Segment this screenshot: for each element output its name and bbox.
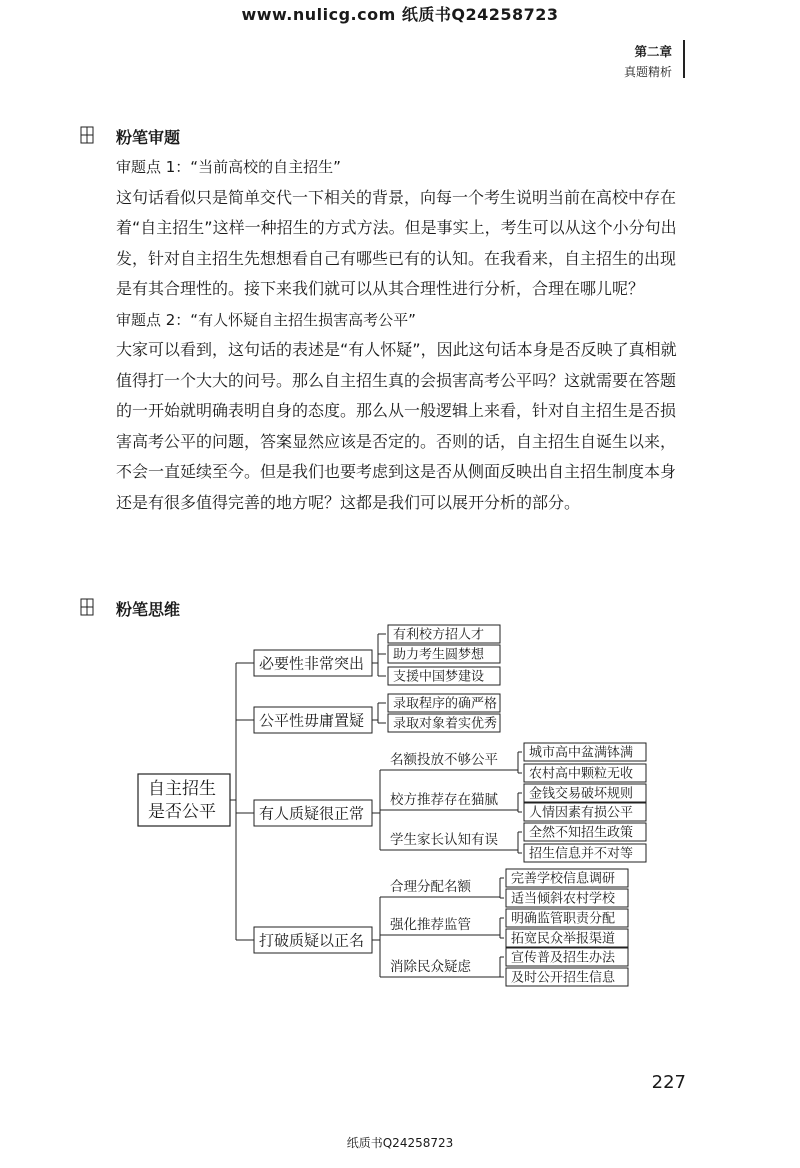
leaf-2-2: 录取对象着实优秀 [393,716,498,732]
leaf-1-2: 助力考生圆梦想 [393,647,485,663]
sub-4-2: 强化推荐监管 [390,917,471,933]
sub-4-3: 消除民众疑虑 [390,959,471,975]
leaf-2-1: 录取程序的确严格 [393,696,498,712]
point1-text: 这句话看似只是简单交代一下相关的背景，向每一个考生说明当前在高校中存在着“自主招生”这样一种招生的方式方法。但是事实上，考生可以从这个小分句出发，针对自主招生先想想看自己有哪些已有的认知。在我看来，自主招生的出现是有其合理性的。接下来我们就可以从其合理性进行分析，合理在哪儿呢？ [116,187,677,298]
root-label-line1: 自主招生 [148,779,216,799]
leaf-4-3-1: 宣传普及招生办法 [511,950,616,966]
section1-heading: 粉笔审题 [116,128,181,147]
sub-3-1: 名额投放不够公平 [390,752,498,768]
sub-3-2: 校方推荐存在猫腻 [390,792,498,808]
point2-text: 大家可以看到，这句话的表述是“有人怀疑”，因此这句话本身是否反映了真相就值得打一个大大的问号。那么自主招生真的会损害高考公平吗？这就需要在答题的一开始就明确表明自身的态度。那么从一般逻辑上来看，针对自主招生是否损害高考公平的问题，答案显然应该是否定的。否则的话，自主招生自诞生以来，不会一直延续至今。但是我们也要考虑到这是否从侧面反映出自主招生制度本身还是有很多值得完善的地方呢？这都是我们可以展开分析的部分。 [116,340,677,512]
branch-1: 必要性非常突出 [259,654,365,673]
leaf-3-1-1: 城市高中盆满钵满 [529,745,634,761]
point2-title: 审题点 2：“有人怀疑自主招生损害高考公平” [116,310,416,329]
root-label-line2: 是否公平 [148,802,216,822]
branch-4: 打破质疑以正名 [259,931,365,950]
watermark-top: www.nulicg.com 纸质书Q24258723 [241,5,559,24]
leaf-4-3-2: 及时公开招生信息 [511,970,616,986]
leaf-4-2-1: 明确监管职责分配 [511,911,616,927]
leaf-3-3-1: 全然不知招生政策 [529,825,634,841]
sub-3-3: 学生家长认知有误 [390,832,498,848]
leaf-3-3-2: 招生信息并不对等 [529,846,634,862]
chapter-title: 第二章 [634,44,672,59]
page-number: 227 [651,1072,686,1093]
sub-4-1: 合理分配名额 [390,879,471,895]
leaf-4-1-1: 完善学校信息调研 [511,871,616,887]
watermark-bottom: 纸质书Q24258723 [346,1136,454,1150]
branch-2: 公平性毋庸置疑 [259,711,365,730]
branch-3: 有人质疑很正常 [259,804,365,823]
leaf-3-2-1: 金钱交易破坏规则 [529,786,634,802]
section2-heading: 粉笔思维 [116,600,181,619]
leaf-1-3: 支援中国梦建设 [393,669,485,685]
leaf-4-1-2: 适当倾斜农村学校 [511,891,616,907]
leaf-3-1-2: 农村高中颗粒无收 [529,766,634,782]
leaf-3-2-2: 人情因素有损公平 [529,805,634,821]
leaf-4-2-2: 拓宽民众举报渠道 [511,931,616,947]
point1-title: 审题点 1：“当前高校的自主招生” [116,158,341,176]
leaf-1-1: 有利校方招人才 [393,627,485,643]
chapter-subtitle: 真题精析 [623,65,672,79]
